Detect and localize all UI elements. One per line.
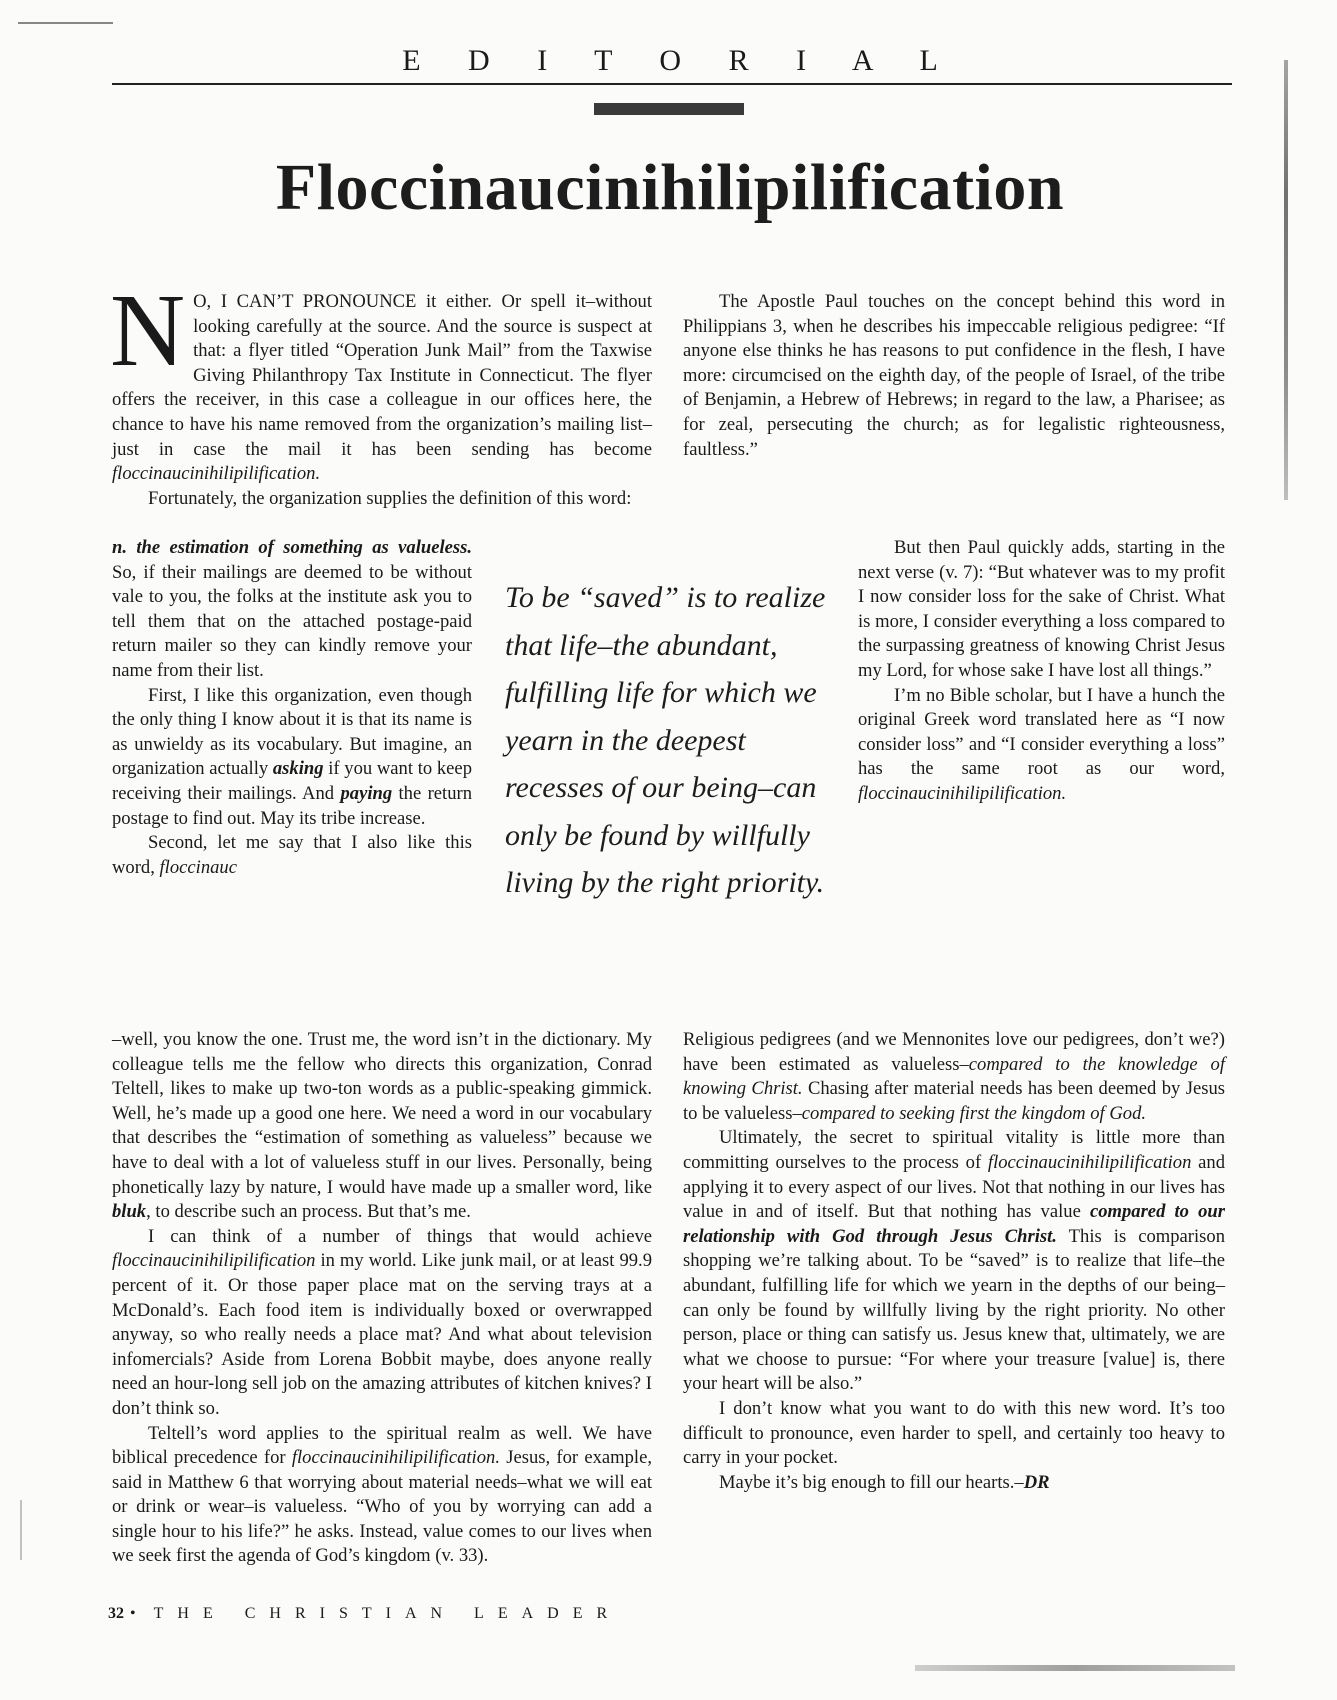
paragraph: n. the estimation of something as valueless. So, if their mailings are deemed to be without vale to you, the folks at the institute ask you to tell them that on the attached postage-paid return mailer so they can kindly remove your name from their list. (112, 537, 472, 681)
paragraph: Second, let me say that I also like this word, floccinauc (112, 832, 472, 878)
paragraph: I’m no Bible scholar, but I have a hunch the original Greek word translated here as “I now consider loss” and “I consider everything a loss” has the same root as our word, floccinaucinihilipilification. (858, 684, 1225, 804)
article-column-right-top (683, 290, 1225, 462)
scan-edge-mark (915, 1665, 1235, 1671)
scan-edge-mark (1284, 60, 1288, 500)
paragraph: Maybe it’s big enough to fill our hearts.–DR (719, 1471, 1050, 1493)
paragraph: I don’t know what you want to do with this new word. It’s too difficult to pronounce, even harder to spell, and certainly too heavy to carry in your pocket. (683, 1397, 1225, 1469)
article-column-left-narrow (112, 536, 472, 880)
article-column-left-bottom (112, 1028, 652, 1569)
paragraph: N O, I CAN’T PRONOUNCE it either. Or spell it–without looking carefully at the source. And the source is suspect at that: a flyer titled “Operation Junk Mail” from the Taxwise Giving Philanthropy Tax Institute in Connecticut. The flyer offers the receiver, in this case a colleague in our offices here, the chance to have his name removed from the organization’s mailing list–just in case the mail it has been sending has become floccinaucinihilipilification. (110, 273, 652, 485)
header-rule (112, 83, 1232, 85)
title-accent-bar (594, 103, 744, 115)
drop-cap: N (110, 273, 186, 388)
page-footer (108, 1605, 621, 1623)
page-number: 32 (108, 1605, 124, 1622)
paragraph: First, I like this organization, even though the only thing I know about it is that its name is as unwieldy as its vocabulary. But imagine, an organization actually asking if you want to keep receiving their mailings. And paying the return postage to find out. May its tribe increase. (112, 684, 472, 829)
paragraph: But then Paul quickly adds, starting in the next verse (v. 7): “But whatever was to my profit I now consider loss for the sake of Christ. What is more, I consider everything a loss compared to the surpassing greatness of knowing Christ Jesus my Lord, for whose sake I have lost all things.” (858, 537, 1225, 681)
pull-quote: To be “saved” is to realize that life–the abundant, fulfilling life for which we yearn in the deepest recesses of our being–can only be found by willfully living by the right priority. (505, 581, 826, 899)
footer-bullet: • (130, 1605, 136, 1622)
article-column-right-bottom (683, 1028, 1225, 1495)
paragraph: Ultimately, the secret to spiritual vitality is little more than committing ourselves to the process of floccinaucinihilipilification and applying it to every aspect of our lives. Not that nothing in our lives has value in and of itself. But that nothing has value compared to our relationship with God through Jesus Christ. This is comparison shopping we’re talking about. To be “saved” is to realize that life–the abundant, fulfilling life for which we yearn in the depths of our being–can only be found by willfully living by the right priority. No other person, place or thing can satisfy us. Jesus knew that, ultimately, we are what we choose to pursue: “For where your treasure [value] is, there your heart will be also.” (683, 1127, 1226, 1395)
scan-edge-mark (18, 22, 113, 24)
article-title: Floccinaucinihilipilification (275, 151, 1065, 224)
scan-edge-mark (20, 1500, 22, 1560)
paragraph: Fortunately, the organization supplies the definition of this word: (148, 487, 632, 509)
paragraph: Religious pedigrees (and we Mennonites love our pedigrees, don’t we?) have been estimated as valueless–compared to the knowledge of knowing Christ. Chasing after material needs has been deemed by Jesus to be valueless–compared to seeking first the kingdom of God. (683, 1029, 1225, 1124)
paragraph: Teltell’s word applies to the spiritual realm as well. We have biblical precedence for floccinaucinihilipilification. Jesus, for example, said in Matthew 6 that worrying about material needs–what we will eat or drink or wear–is valueless. “Who of you by worrying can add a single hour to his life?” he asks. Instead, value comes to our lives when we seek first the agenda of God’s kingdom (v. 33). (112, 1422, 652, 1567)
paragraph: –well, you know the one. Trust me, the word isn’t in the dictionary. My colleague tells me the fellow who directs this organization, Conrad Teltell, likes to make up two-ton words as a public-speaking gimmick. Well, he’s made up a good one here. We need a word in our vocabulary that describes the “estimation of something as valueless” because we have to deal with a lot of valueless stuff in our lives. Personally, being phonetically lazy by nature, I would have made up a smaller word, like bluk, to describe such an process. But that’s me. (112, 1029, 652, 1223)
paragraph: The Apostle Paul touches on the concept behind this word in Philippians 3, when he describes his impeccable religious pedigree: “If anyone else thinks he has reasons to put confidence in the flesh, I have more: circumcised on the eighth day, of the people of Israel, of the tribe of Benjamin, a Hebrew of Hebrews; in regard to the law, a Pharisee; as for zeal, persecuting the church; as for legalistic righteousness, faultless.” (683, 291, 1225, 460)
article-column-left-top (110, 273, 652, 511)
section-label: E D I T O R I A L (402, 44, 958, 77)
publication-name: THE CHRISTIAN LEADER (153, 1605, 622, 1622)
paragraph: I can think of a number of things that would achieve floccinaucinihilipilification in my world. Like junk mail, or at least 99.9 percent of it. Or those paper place mat on the serving trays at a McDonald’s. Each food item is individually boxed or overwrapped anyway, so who really needs a place mat? And what about television infomercials? Aside from Lorena Bobbit maybe, does anyone really need an hour-long sell job on the amazing attributes of kitchen knives? I don’t think so. (112, 1225, 652, 1419)
article-column-right-narrow (858, 536, 1225, 807)
